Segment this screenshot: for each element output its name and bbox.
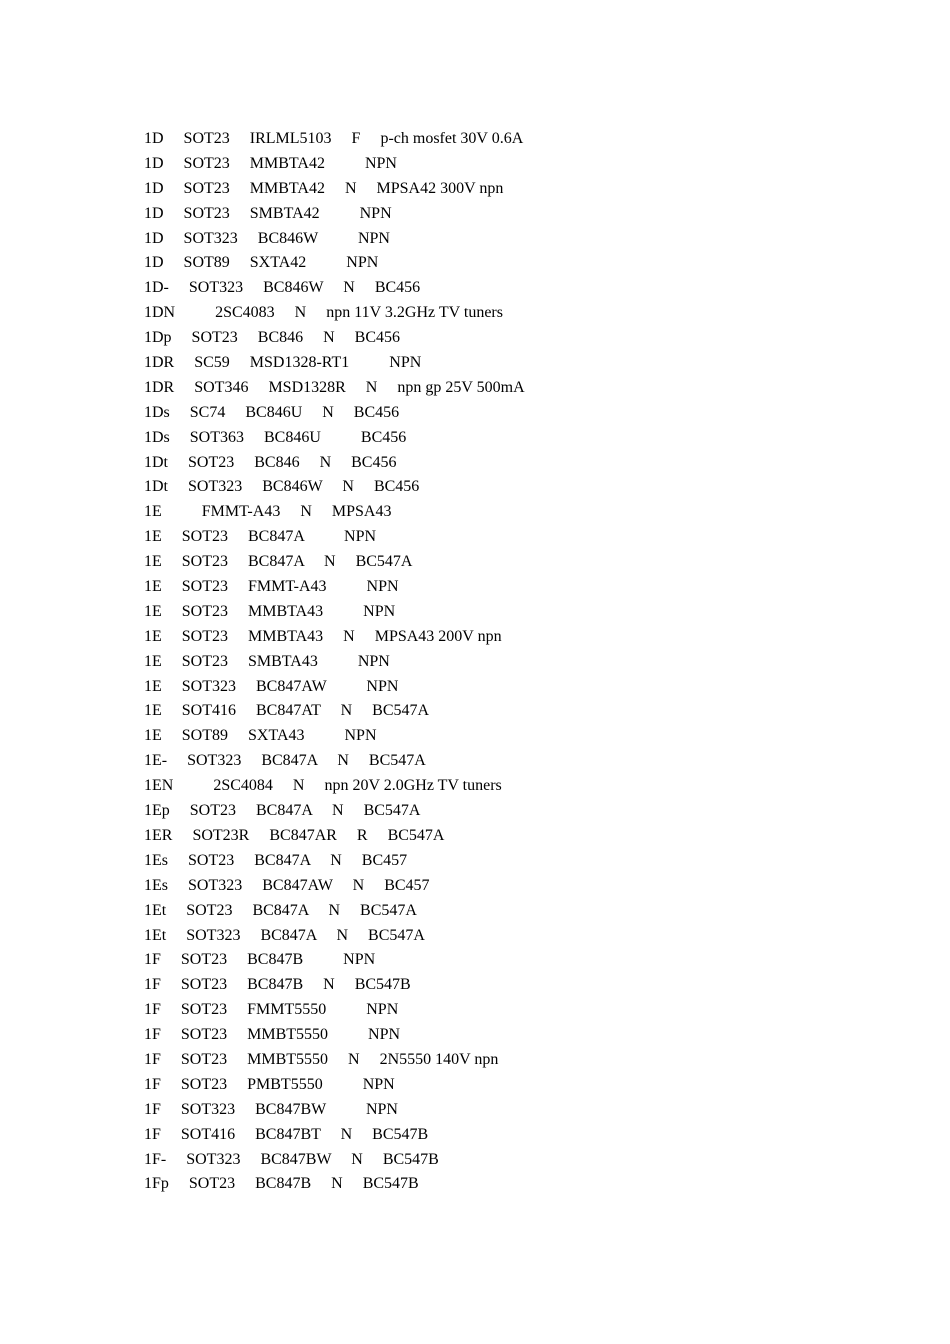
- list-item: 1Ep SOT23 BC847A N BC547A: [144, 802, 421, 820]
- list-item: 1F SOT23 MMBT5550 N 2N5550 140V npn: [144, 1050, 499, 1068]
- list-item: 1DR SC59 MSD1328-RT1 NPN: [144, 354, 422, 372]
- list-item: 1Es SOT323 BC847AW N BC457: [144, 876, 430, 894]
- list-item: 1E FMMT-A43 N MPSA43: [144, 503, 392, 521]
- list-item: 1D SOT23 MMBTA42 NPN: [144, 154, 397, 172]
- list-item: 1EN 2SC4084 N npn 20V 2.0GHz TV tuners: [144, 777, 502, 795]
- list-item: 1Dt SOT323 BC846W N BC456: [144, 478, 420, 496]
- list-item: 1E SOT323 BC847AW NPN: [144, 677, 399, 695]
- list-item: 1E SOT23 SMBTA43 NPN: [144, 652, 390, 670]
- list-item: 1F- SOT323 BC847BW N BC547B: [144, 1150, 439, 1168]
- list-item: 1F SOT23 FMMT5550 NPN: [144, 1001, 399, 1019]
- list-item: 1F SOT416 BC847BT N BC547B: [144, 1125, 429, 1143]
- list-item: 1DR SOT346 MSD1328R N npn gp 25V 500mA: [144, 378, 525, 396]
- list-item: 1E SOT23 BC847A N BC547A: [144, 553, 413, 571]
- list-item: 1Dt SOT23 BC846 N BC456: [144, 453, 397, 471]
- list-item: 1Ds SC74 BC846U N BC456: [144, 403, 400, 421]
- smd-code-list: [144, 127, 525, 1197]
- list-item: 1F SOT23 PMBT5550 NPN: [144, 1075, 395, 1093]
- list-item: 1E SOT416 BC847AT N BC547A: [144, 702, 430, 720]
- list-item: 1Fp SOT23 BC847B N BC547B: [144, 1175, 419, 1193]
- list-item: 1E SOT23 MMBTA43 N MPSA43 200V npn: [144, 627, 502, 645]
- list-item: 1Ds SOT363 BC846U BC456: [144, 428, 407, 446]
- list-item: 1F SOT323 BC847BW NPN: [144, 1100, 398, 1118]
- list-item: 1E- SOT323 BC847A N BC547A: [144, 752, 426, 770]
- list-item: 1F SOT23 BC847B N BC547B: [144, 976, 411, 994]
- list-item: 1D SOT23 IRLML5103 F p-ch mosfet 30V 0.6A: [144, 130, 524, 147]
- list-item: 1D SOT323 BC846W NPN: [144, 229, 390, 247]
- list-item: 1E SOT23 FMMT-A43 NPN: [144, 578, 399, 596]
- list-item: 1E SOT23 BC847A NPN: [144, 528, 377, 546]
- list-item: 1E SOT89 SXTA43 NPN: [144, 727, 377, 745]
- list-item: 1DN 2SC4083 N npn 11V 3.2GHz TV tuners: [144, 304, 503, 322]
- list-item: 1D- SOT323 BC846W N BC456: [144, 279, 421, 297]
- list-item: 1D SOT89 SXTA42 NPN: [144, 254, 379, 272]
- list-item: 1Dp SOT23 BC846 N BC456: [144, 329, 401, 347]
- list-item: 1E SOT23 MMBTA43 NPN: [144, 602, 396, 620]
- list-item: 1F SOT23 BC847B NPN: [144, 951, 376, 969]
- list-item: 1Et SOT23 BC847A N BC547A: [144, 901, 417, 919]
- list-item: 1D SOT23 SMBTA42 NPN: [144, 204, 392, 222]
- list-item: 1Et SOT323 BC847A N BC547A: [144, 926, 425, 944]
- list-item: 1D SOT23 MMBTA42 N MPSA42 300V npn: [144, 179, 504, 197]
- list-item: 1Es SOT23 BC847A N BC457: [144, 851, 408, 869]
- list-item: 1ER SOT23R BC847AR R BC547A: [144, 826, 445, 844]
- list-item: 1F SOT23 MMBT5550 NPN: [144, 1026, 401, 1044]
